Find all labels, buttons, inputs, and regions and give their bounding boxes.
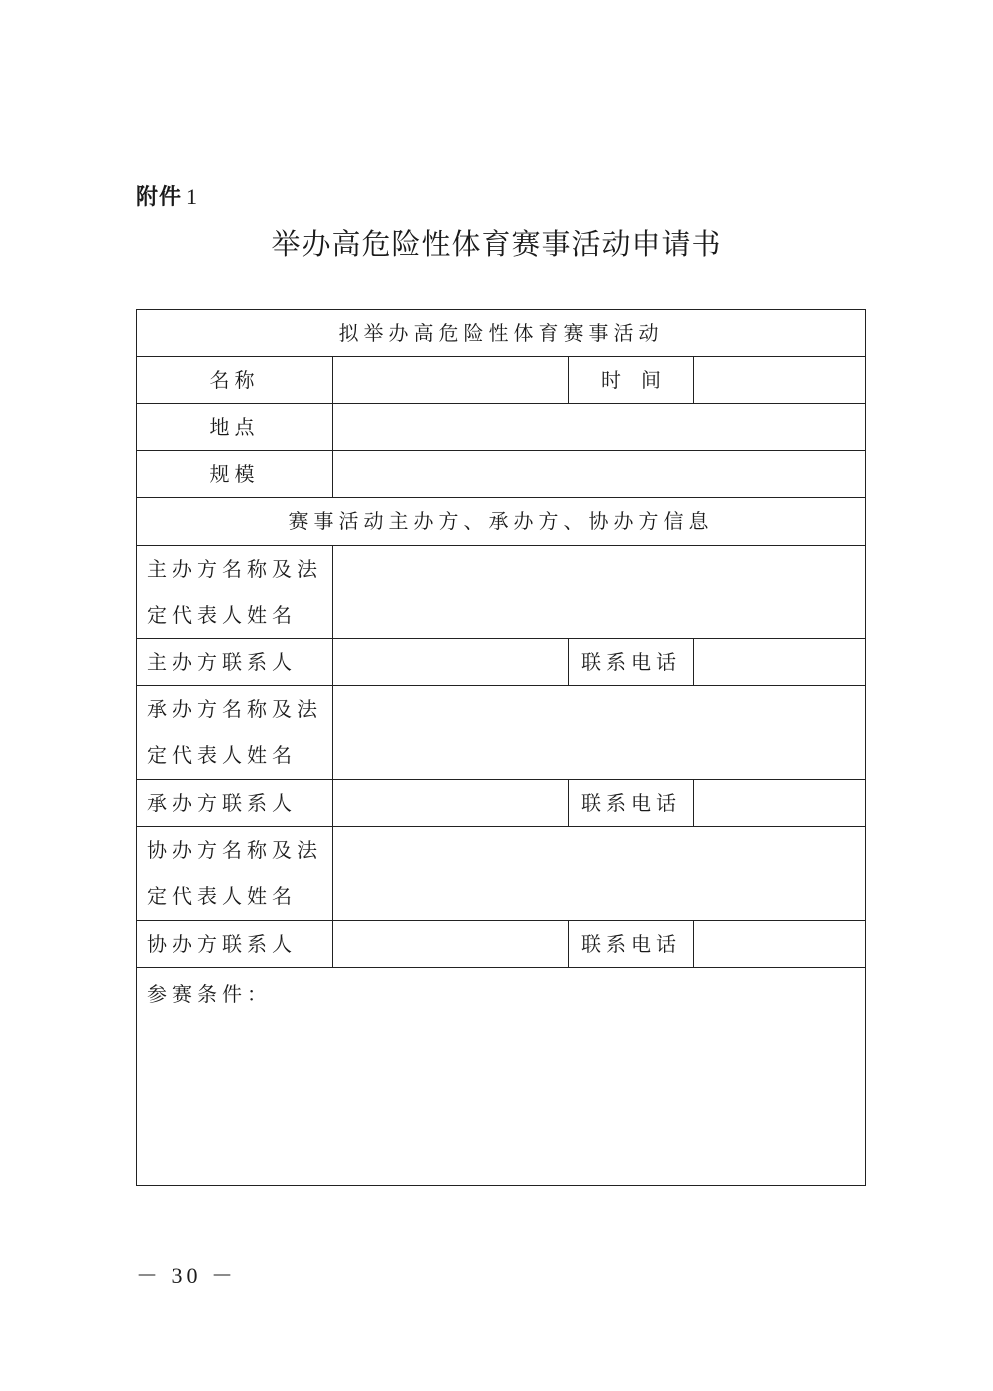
organizer-name-label-line1: 承办方名称及法 [147,697,322,721]
participation-conditions-label: 参赛条件： [147,982,272,1006]
page-number: － 30 － [136,1263,238,1288]
participation-conditions-field[interactable] [139,1010,863,1180]
scale-label: 规模 [209,462,260,486]
host-phone-label: 联系电话 [581,650,681,674]
coorganizer-name-label-line2: 定代表人姓名 [147,884,297,908]
host-name-value-field[interactable] [334,546,863,638]
location-value-field[interactable] [334,404,863,450]
section-heading-parties: 赛事活动主办方、承办方、协办方信息 [288,509,714,533]
coorganizer-name-label-line1: 协办方名称及法 [147,838,322,862]
coorganizer-contact-label: 协办方联系人 [147,932,297,956]
document-title: 举办高危险性体育赛事活动申请书 [271,227,722,261]
organizer-phone-value-field[interactable] [695,780,863,826]
organizer-name-label-line2: 定代表人姓名 [147,743,297,767]
coorganizer-phone-value-field[interactable] [695,921,863,967]
row-divider [137,967,865,968]
organizer-phone-label: 联系电话 [581,791,681,815]
coorganizer-phone-label: 联系电话 [581,932,681,956]
attachment-text: 附件 [136,185,183,210]
host-contact-label: 主办方联系人 [147,650,297,674]
name-value-field[interactable] [334,357,567,403]
organizer-contact-label: 承办方联系人 [147,791,297,815]
section-heading-event: 拟举办高危险性体育赛事活动 [338,321,664,345]
host-contact-value-field[interactable] [334,639,567,685]
host-name-label-line1: 主办方名称及法 [147,557,322,581]
organizer-contact-value-field[interactable] [334,780,567,826]
organizer-name-value-field[interactable] [334,686,863,778]
coorganizer-name-value-field[interactable] [334,827,863,919]
time-value-field[interactable] [695,357,863,403]
scale-value-field[interactable] [334,451,863,497]
coorganizer-contact-value-field[interactable] [334,921,567,967]
application-form-table [136,309,866,1186]
name-label: 名称 [209,368,260,392]
location-label: 地点 [209,415,260,439]
attachment-number: 1 [186,184,199,209]
host-phone-value-field[interactable] [695,639,863,685]
time-label: 时 间 [601,368,661,392]
host-name-label-line2: 定代表人姓名 [147,603,297,627]
attachment-label [136,180,198,211]
